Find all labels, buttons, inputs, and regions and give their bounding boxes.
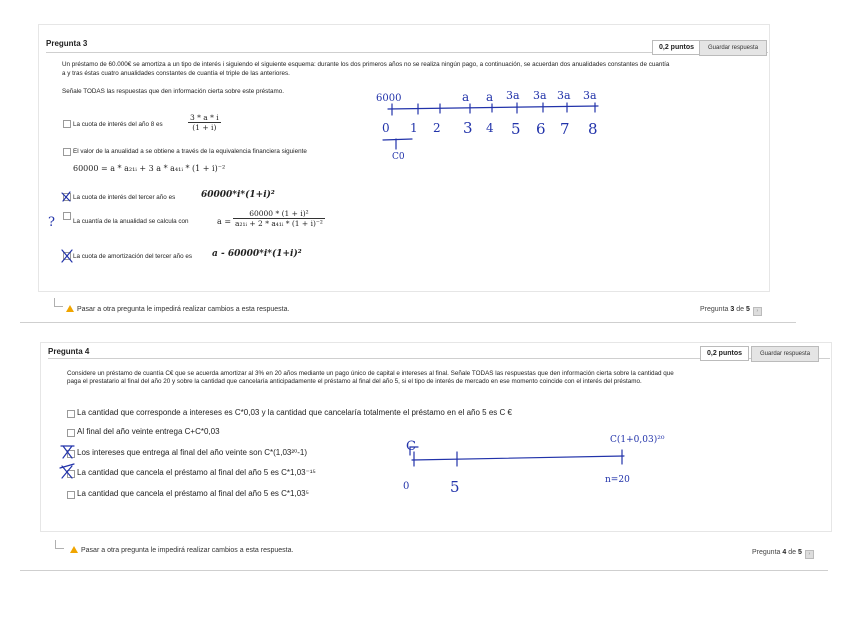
q3-hand-bottom: C0 xyxy=(392,152,405,162)
q3-hand-tick-7: 7 xyxy=(560,120,570,138)
q4-hand-left: C xyxy=(406,439,416,454)
q4-hand-tick-2: n=20 xyxy=(605,475,630,485)
q3-hand-tick-0: 0 xyxy=(382,121,390,135)
q3-hand-top-2: a xyxy=(486,90,494,104)
q3-mark-1 xyxy=(62,192,70,201)
q4-option-3-label: Los intereses que entrega al final del año veinte son C*(1,03²⁰-1) xyxy=(77,448,308,457)
q4-mark-1 xyxy=(61,446,74,458)
pager-next-button[interactable]: › xyxy=(753,307,762,316)
question-4-title: Pregunta 4 xyxy=(48,347,90,356)
q3-hand-top-3: 3a xyxy=(506,89,520,102)
question-3-statement-line2: a y tras éstas cuatro anualidades constantes de cuantía el triple de las anteriores. xyxy=(62,70,290,77)
q3-option-5-label: La cuota de amortización del tercer año es xyxy=(73,253,193,260)
question-4-pager: Pregunta 4 de 5 › xyxy=(752,549,814,559)
q3-option-5-formula: a - 60000*i*(1+i)² xyxy=(212,249,302,259)
q3-hand-top-5: 3a xyxy=(557,89,571,102)
question-3-instruction: Señale TODAS las respuestas que den información cierta sobre este préstamo. xyxy=(62,88,285,95)
q4-option-1-label: La cantidad que corresponde a intereses es C*0,03 y la cantidad que cancelaría totalmente el préstamo en el año 5 es C € xyxy=(77,408,512,417)
q4-hand-right: C(1+0,03)²⁰ xyxy=(610,435,665,445)
question-4-statement-line1: Considere un préstamo de cuantía C€ que se acuerda amortizar al 3% en 20 años mediante un pago único de capital e intereses al final. Señale TODAS las respuestas que den información cierta sobre la cantidad que xyxy=(67,370,674,377)
q3-hand-tick-4: 4 xyxy=(486,121,494,135)
q3-mark-3 xyxy=(62,250,72,262)
q3-hand-tick-3: 3 xyxy=(463,119,473,137)
q3-option-3-formula: 60000*i*(1+i)² xyxy=(201,190,275,200)
q3-option-2-formula: 60000 = a * a₂₁ᵢ + 3 a * a₄₁ᵢ * (1 + i)⁻² xyxy=(73,164,226,173)
q4-hand-tick-1: 5 xyxy=(450,478,460,496)
q4-option-2-label: Al final del año veinte entrega C+C*0,03 xyxy=(77,427,220,436)
q3-mark-2: ? xyxy=(48,215,55,230)
q3-option-1-formula: $\frac{3 * a * i}{(1 + i)}$ xyxy=(190,113,219,132)
q3-hand-top-1: a xyxy=(462,90,470,104)
q4-hand-tick-0: 0 xyxy=(403,481,410,492)
pager-next-button[interactable]: › xyxy=(805,550,814,559)
q3-hand-tick-5: 5 xyxy=(511,120,521,138)
question-3-save-button[interactable]: Guardar respuesta xyxy=(699,40,767,56)
question-3-statement-line1: Un préstamo de 60.000€ se amortiza a un tipo de interés i siguiendo el siguiente esquema: durante los dos primeros años no se realiza ningún pago, a continuación, se acuerdan dos anualidades constantes de cuantía xyxy=(62,61,670,68)
q4-option-5-label: La cantidad que cancela el préstamo al final del año 5 es C*1,03⁵ xyxy=(77,489,309,498)
question-3-pager: Pregunta 3 de 5 › xyxy=(700,306,762,316)
q3-hand-tick-6: 6 xyxy=(536,120,546,138)
q3-hand-tick-1: 1 xyxy=(410,121,418,135)
question-4-save-button[interactable]: Guardar respuesta xyxy=(751,346,819,362)
q3-option-4-formula: $\frac{\text{60000 * (1 + i)²}}{\text{a₂₁ᵢ + 2 * a₄₁ᵢ * (1 + i)⁻²}}$ xyxy=(235,209,323,228)
q3-hand-tick-2: 2 xyxy=(433,121,441,135)
question-4-points: 0,2 puntos xyxy=(700,346,749,361)
q3-present-bracket xyxy=(383,139,412,140)
q3-hand-tick-8: 8 xyxy=(588,120,598,138)
q3-option-2-label: El valor de la anualidad a se obtiene a través de la equivalencia financiera siguiente xyxy=(73,148,307,155)
q3-option-3-label: La cuota de interés del tercer año es xyxy=(73,194,176,201)
question-3-points: 0,2 puntos xyxy=(652,40,701,55)
q3-hand-top-6: 3a xyxy=(583,89,597,102)
question-3-warning-text: Pasar a otra pregunta le impedirá realizar cambios a esta respuesta. xyxy=(77,306,290,313)
q4-option-4-label: La cantidad que cancela el préstamo al final del año 5 es C*1,03⁻¹⁵ xyxy=(77,468,316,477)
q3-option-4-lhs: a = xyxy=(217,217,232,226)
question-3-title: Pregunta 3 xyxy=(46,39,88,48)
q3-hand-top-0: 6000 xyxy=(376,93,402,104)
question-4-statement-line2: paga el prestatario al final del año 20 y sobre la cantidad que cancelaría anticipadamente el préstamo al final del año 5, si el tipo de interés de mercado en ese momento coincide con el interés del préstamo. xyxy=(67,378,642,385)
q3-hand-top-4: 3a xyxy=(533,89,547,102)
q4-mark-2 xyxy=(60,464,74,478)
q3-option-1-label: La cuota de interés del año 8 es xyxy=(73,121,163,128)
q4-timeline-line xyxy=(412,456,624,460)
q3-option-4-label: La cuantía de la anualidad se calcula con xyxy=(73,218,189,225)
question-4-warning-text: Pasar a otra pregunta le impedirá realizar cambios a esta respuesta. xyxy=(81,547,294,554)
